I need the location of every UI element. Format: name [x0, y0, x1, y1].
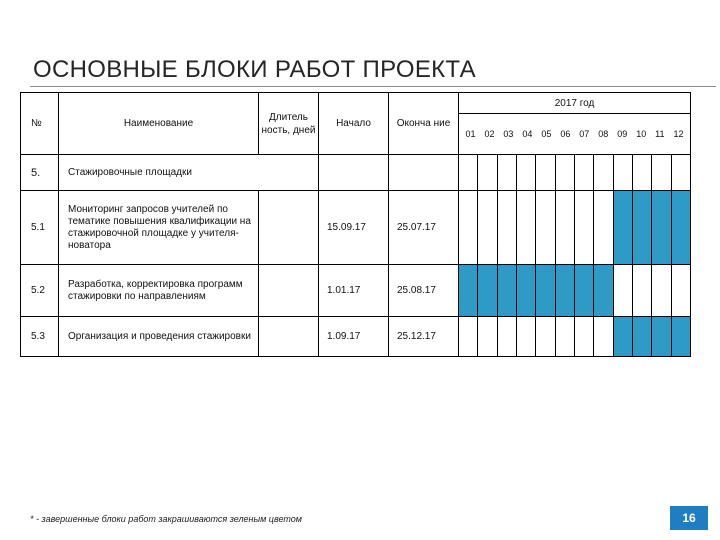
- task-row: [21, 191, 691, 265]
- gantt-cell-filled: [613, 317, 632, 357]
- gantt-cell: [497, 317, 516, 357]
- gantt-cell: [516, 191, 535, 265]
- gantt-cell: [536, 155, 555, 191]
- month-label: 02: [484, 129, 495, 139]
- gantt-cell-filled: [652, 317, 671, 357]
- gantt-cell-filled: [652, 191, 671, 265]
- task-start: 1.01.17: [319, 265, 389, 317]
- gantt-cell-filled: [555, 265, 574, 317]
- section-num: 5.: [21, 155, 59, 191]
- gantt-cell-filled: [671, 191, 690, 265]
- gantt-cell-filled: [632, 191, 651, 265]
- gantt-cell: [478, 155, 497, 191]
- gantt-cell-filled: [478, 265, 497, 317]
- gantt-cell-filled: [536, 265, 555, 317]
- gantt-cell: [652, 265, 671, 317]
- project-plan-table: [20, 92, 691, 357]
- gantt-cell: [671, 265, 690, 317]
- task-num: 5.2: [21, 265, 59, 317]
- gantt-cell: [574, 317, 593, 357]
- gantt-cell-filled: [613, 191, 632, 265]
- gantt-cell: [555, 191, 574, 265]
- task-duration: [259, 191, 319, 265]
- header-row-year: [21, 93, 691, 114]
- month-label: 09: [617, 129, 628, 139]
- gantt-cell: [671, 155, 690, 191]
- gantt-cell: [459, 155, 478, 191]
- gantt-cell: [574, 155, 593, 191]
- gantt-cell: [613, 155, 632, 191]
- task-duration: [259, 265, 319, 317]
- month-label: 01: [465, 129, 476, 139]
- month-label: 10: [636, 129, 647, 139]
- gantt-cell: [574, 191, 593, 265]
- gantt-cell: [459, 191, 478, 265]
- gantt-cell: [536, 317, 555, 357]
- title-divider: [30, 86, 716, 87]
- gantt-cell: [613, 265, 632, 317]
- section-name: Стажировочные площадки: [59, 155, 319, 191]
- page-number-badge: 16: [670, 506, 708, 530]
- task-row: [21, 317, 691, 357]
- month-label: 05: [541, 129, 552, 139]
- gantt-cell: [594, 191, 613, 265]
- month-label: 06: [560, 129, 571, 139]
- task-start: 15.09.17: [319, 191, 389, 265]
- task-name: Организация и проведения стажировки: [59, 317, 259, 357]
- gantt-cell: [536, 191, 555, 265]
- gantt-cell: [594, 155, 613, 191]
- gantt-cell: [632, 155, 651, 191]
- header-name: Наименование: [59, 93, 259, 155]
- month-label: 12: [673, 129, 684, 139]
- month-label: 11: [655, 129, 665, 139]
- gantt-cell: [497, 155, 516, 191]
- gantt-cell-filled: [632, 317, 651, 357]
- gantt-cell: [632, 265, 651, 317]
- task-row: [21, 265, 691, 317]
- gantt-cell: [516, 155, 535, 191]
- gantt-cell: [478, 191, 497, 265]
- task-duration: [259, 317, 319, 357]
- gantt-cell-filled: [516, 265, 535, 317]
- task-end: 25.07.17: [389, 191, 459, 265]
- month-labels: [459, 129, 690, 139]
- gantt-cell: [459, 317, 478, 357]
- gantt-cell-filled: [671, 317, 690, 357]
- task-name: Разработка, корректировка программ стажировки по направлениям: [59, 265, 259, 317]
- header-num: №: [21, 93, 59, 155]
- header-duration: Длитель ность, дней: [259, 93, 319, 155]
- gantt-cell-filled: [497, 265, 516, 317]
- slide-title: ОСНОВНЫЕ БЛОКИ РАБОТ ПРОЕКТА: [33, 56, 476, 83]
- header-start: Начало: [319, 93, 389, 155]
- gantt-cell: [478, 317, 497, 357]
- gantt-cell-filled: [459, 265, 478, 317]
- task-num: 5.3: [21, 317, 59, 357]
- header-end: Оконча ние: [389, 93, 459, 155]
- section-row: [21, 155, 691, 191]
- task-name: Мониторинг запросов учителей по тематике повышения квалификации на стажировочной площадке у учителя-новатора: [59, 191, 259, 265]
- month-label: 08: [598, 129, 609, 139]
- month-label: 03: [503, 129, 514, 139]
- task-num: 5.1: [21, 191, 59, 265]
- month-label: 04: [522, 129, 533, 139]
- header-year: 2017 год: [459, 93, 691, 114]
- footnote: * - завершенные блоки работ закрашиваются зеленым цветом: [30, 514, 302, 524]
- task-end: 25.12.17: [389, 317, 459, 357]
- gantt-cell: [555, 155, 574, 191]
- gantt-cell: [497, 191, 516, 265]
- task-start: 1.09.17: [319, 317, 389, 357]
- gantt-cell: [555, 317, 574, 357]
- gantt-cell: [594, 317, 613, 357]
- gantt-cell-filled: [594, 265, 613, 317]
- task-rows: [21, 191, 691, 357]
- month-label: 07: [579, 129, 590, 139]
- gantt-cell-filled: [574, 265, 593, 317]
- task-end: 25.08.17: [389, 265, 459, 317]
- gantt-cell: [652, 155, 671, 191]
- gantt-cell: [516, 317, 535, 357]
